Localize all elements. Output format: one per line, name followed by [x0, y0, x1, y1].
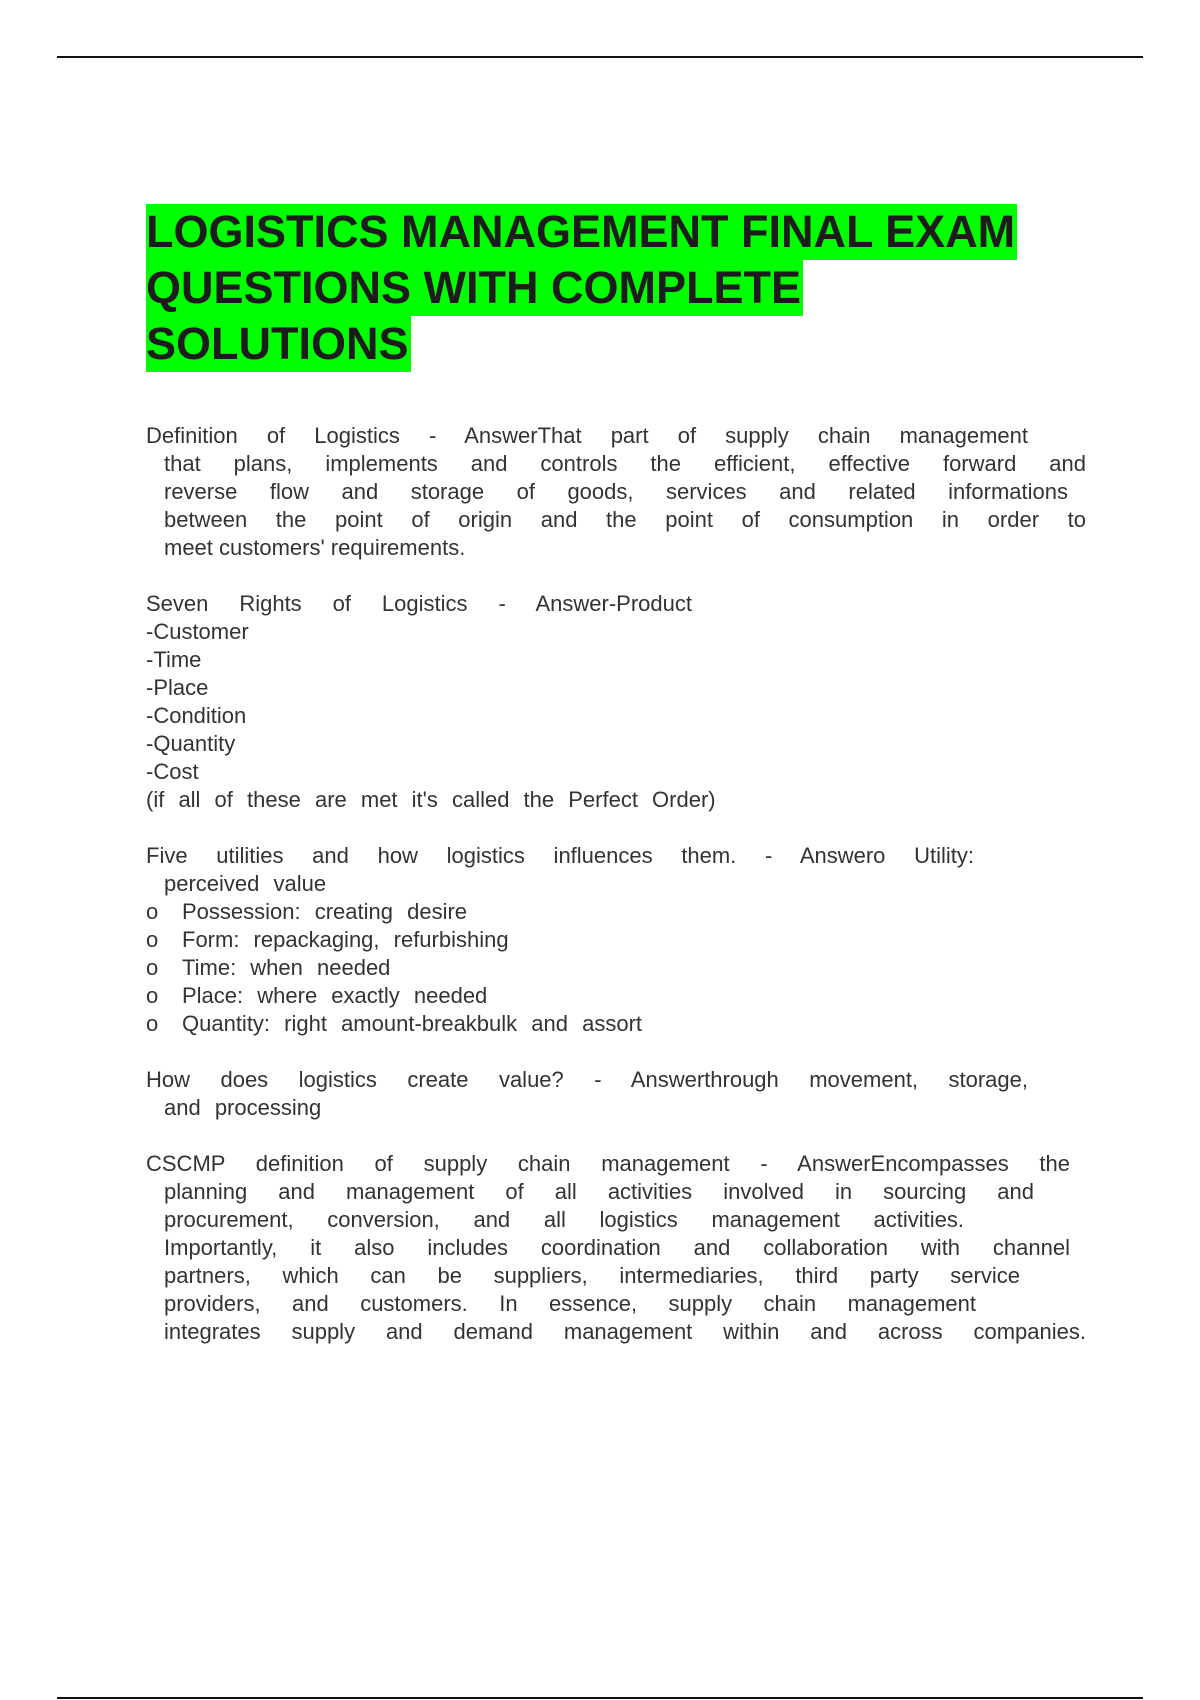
title-line: QUESTIONS WITH COMPLETE	[146, 260, 803, 316]
document-body	[146, 422, 1086, 1374]
bullet-item	[146, 898, 1086, 926]
answer-line: that plans, implements and controls the efficient, effective forward and	[164, 451, 1086, 476]
list-item: -Cost	[146, 759, 199, 784]
qa-entry-create-value	[146, 1066, 1086, 1122]
answer-line: integrates supply and demand management within and across companies.	[164, 1319, 1086, 1344]
bullet-text: Quantity: right amount-breakbulk and assort	[182, 1011, 643, 1036]
bullet-item	[146, 926, 1086, 954]
bullet-text: Form: repackaging, refurbishing	[182, 927, 509, 952]
entry-question-line: How does logistics create value? - Answerthrough movement, storage,	[146, 1067, 1028, 1092]
entry-question-line: CSCMP definition of supply chain management - AnswerEncompasses the	[146, 1151, 1070, 1176]
entry-answer	[146, 1178, 1086, 1346]
answer-line: and processing	[164, 1095, 322, 1120]
document-title	[146, 204, 1086, 372]
list-item: -Time	[146, 647, 202, 672]
answer-line: partners, which can be suppliers, intermediaries, third party service	[164, 1263, 1020, 1288]
bullet-text: Time: when needed	[182, 955, 391, 980]
bottom-rule	[57, 1697, 1143, 1699]
qa-entry-cscmp-definition	[146, 1150, 1086, 1346]
bullet-text: Place: where exactly needed	[182, 983, 488, 1008]
top-rule	[57, 56, 1143, 58]
answer-line: meet customers' requirements.	[164, 535, 466, 560]
bullet-item	[146, 1010, 1086, 1038]
answer-line: perceived value	[164, 871, 327, 896]
list-item: (if all of these are met it's called the Perfect Order)	[146, 787, 716, 812]
answer-line: providers, and customers. In essence, supply chain management	[164, 1291, 976, 1316]
entry-answer	[146, 870, 1086, 898]
answer-line: procurement, conversion, and all logistics management activities.	[164, 1207, 964, 1232]
entry-answer	[146, 450, 1086, 562]
list-item: -Quantity	[146, 731, 236, 756]
bullet-item	[146, 982, 1086, 1010]
bullet-marker: o	[146, 899, 159, 924]
qa-entry-seven-rights	[146, 590, 1086, 814]
entry-question-line: Seven Rights of Logistics - Answer-Product	[146, 591, 692, 616]
list-item: -Condition	[146, 703, 247, 728]
list-item: -Customer	[146, 619, 249, 644]
bullet-marker: o	[146, 927, 159, 952]
entry-answer	[146, 1094, 1086, 1122]
title-line: LOGISTICS MANAGEMENT FINAL EXAM	[146, 204, 1017, 260]
answer-line: Importantly, it also includes coordination and collaboration with channel	[164, 1235, 1070, 1260]
answer-line: planning and management of all activities involved in sourcing and	[164, 1179, 1034, 1204]
answer-line: reverse flow and storage of goods, services and related informations	[164, 479, 1068, 504]
entry-question-line: Five utilities and how logistics influences them. - Answero Utility:	[146, 843, 974, 868]
title-line: SOLUTIONS	[146, 316, 411, 372]
bullet-marker: o	[146, 1011, 159, 1036]
bullet-item	[146, 954, 1086, 982]
list-item: -Place	[146, 675, 209, 700]
bullet-text: Possession: creating desire	[182, 899, 468, 924]
entry-question-line: Definition of Logistics - AnswerThat part of supply chain management	[146, 423, 1028, 448]
bullet-marker: o	[146, 955, 159, 980]
qa-entry-five-utilities	[146, 842, 1086, 1038]
bullet-marker: o	[146, 983, 159, 1008]
answer-line: between the point of origin and the point of consumption in order to	[164, 507, 1086, 532]
qa-entry-definition-of-logistics	[146, 422, 1086, 562]
